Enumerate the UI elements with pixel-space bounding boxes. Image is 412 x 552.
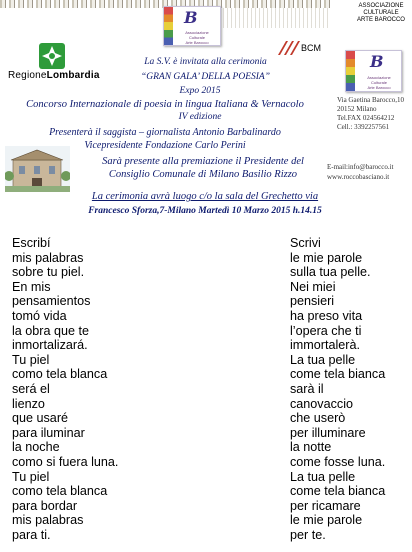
event-title: “GRAN GALA’ DELLA POESIA”: [140, 72, 271, 82]
association-label: ASSOCIAZIONE CULTURALE ARTE BAROCCO: [357, 3, 405, 23]
poem-line: come fosse luna.: [290, 454, 386, 469]
regione-lombardia-icon: [39, 43, 65, 69]
edition-line: IV edizione: [178, 112, 222, 122]
bcm-label: BCM: [301, 43, 321, 53]
poem-line: Tu piel: [12, 352, 50, 367]
poem-line: l’opera che ti: [290, 323, 362, 338]
council-line: Consiglio Comunale di Milano Basilio Rizzo: [108, 169, 298, 180]
poem-line: inmortalizará.: [12, 338, 88, 353]
poem-line: le mie parole: [290, 513, 363, 528]
poem-line: ha preso vita: [290, 308, 363, 323]
poem-line: para ti.: [12, 527, 51, 542]
poem-line: mis palabras: [12, 250, 84, 265]
poem-line: per te.: [290, 527, 326, 542]
poem-line: immortalerà.: [290, 338, 360, 353]
poem-spanish: [12, 236, 118, 542]
poem-line: sobre tu piel.: [12, 265, 85, 280]
poem-line: La tua pelle: [290, 469, 356, 484]
poem-line: le mie parole: [290, 250, 363, 265]
poem-line: come tela bianca: [290, 367, 386, 382]
poem-line: che userò: [290, 411, 346, 426]
vicepresident-line: Vicepresidente Fondazione Carlo Perini: [84, 140, 246, 151]
decorative-texture: [215, 8, 330, 28]
poem-line: tomó vida: [12, 308, 67, 323]
website-link[interactable]: www.roccobasciano.it: [327, 173, 390, 181]
email-link[interactable]: E-mail:info@barocco.it: [327, 163, 394, 171]
poem-line: sulla tua pelle.: [290, 265, 371, 280]
poem-line: la notte: [290, 440, 332, 455]
bcm-logo-icon: [278, 41, 302, 55]
poem-line: la obra que te: [12, 323, 90, 338]
regione-lombardia-label: RegioneLombardia: [8, 70, 100, 81]
poem-line: como si fuera luna.: [12, 454, 119, 469]
poem-line: como tela blanca: [12, 484, 108, 499]
arte-barocco-logo: B Associazione Culturale Arte Barocco: [163, 6, 221, 46]
poem-line: Nei miei: [290, 279, 336, 294]
poem-line: per ricamare: [290, 498, 361, 513]
poem-line: para iluminar: [12, 425, 85, 440]
poem-line: canovaccio: [290, 396, 354, 411]
poem-line: será el: [12, 381, 50, 396]
arte-barocco-logo-secondary: B Associazione Culturale Arte Barocco: [345, 50, 402, 92]
poem-line: Scrivi: [290, 236, 321, 250]
contact-block: Via Gaetina Barocco,10 20152 Milano Tel.FAX 024564212 Cell.: 3392257561: [337, 96, 405, 131]
poem-line: En mis: [12, 279, 51, 294]
invitation-line: La S.V. è invitata alla cerimonia: [144, 57, 267, 67]
poem-italian: [290, 236, 385, 542]
presenter-line: Presenterà il saggista – giornalista Antonio Barbalinardo: [49, 127, 281, 138]
poem-line: como tela blanca: [12, 367, 108, 382]
poem-line: para bordar: [12, 498, 78, 513]
poem-line: pensieri: [290, 294, 335, 309]
president-line: Sarà presente alla premiazione il Presidente del: [102, 156, 304, 167]
building-sketch-illustration: [5, 146, 70, 192]
poem-line: come tela bianca: [290, 484, 386, 499]
poem-line: mis palabras: [12, 513, 84, 528]
poem-line: per illuminare: [290, 425, 366, 440]
poem-line: lienzo: [12, 396, 45, 411]
poem-line: Tu piel: [12, 469, 50, 484]
expo-line: Expo 2015: [179, 86, 221, 96]
date-line: Francesco Sforza,7-Milano Martedì 10 Marzo 2015 h.14.15: [88, 206, 322, 216]
poem-line: pensamientos: [12, 294, 91, 309]
poem-line: Escribí: [12, 236, 51, 250]
contest-line: Concorso Internazionale di poesia in lingua Italiana & Vernacolo: [26, 99, 304, 110]
poem-line: sarà il: [290, 381, 324, 396]
poem-line: la noche: [12, 440, 60, 455]
venue-line: La cerimonia avrà luogo c/o la sala del Grechetto via: [91, 191, 319, 202]
poem-line: La tua pelle: [290, 352, 356, 367]
poem-line: que usaré: [12, 411, 69, 426]
